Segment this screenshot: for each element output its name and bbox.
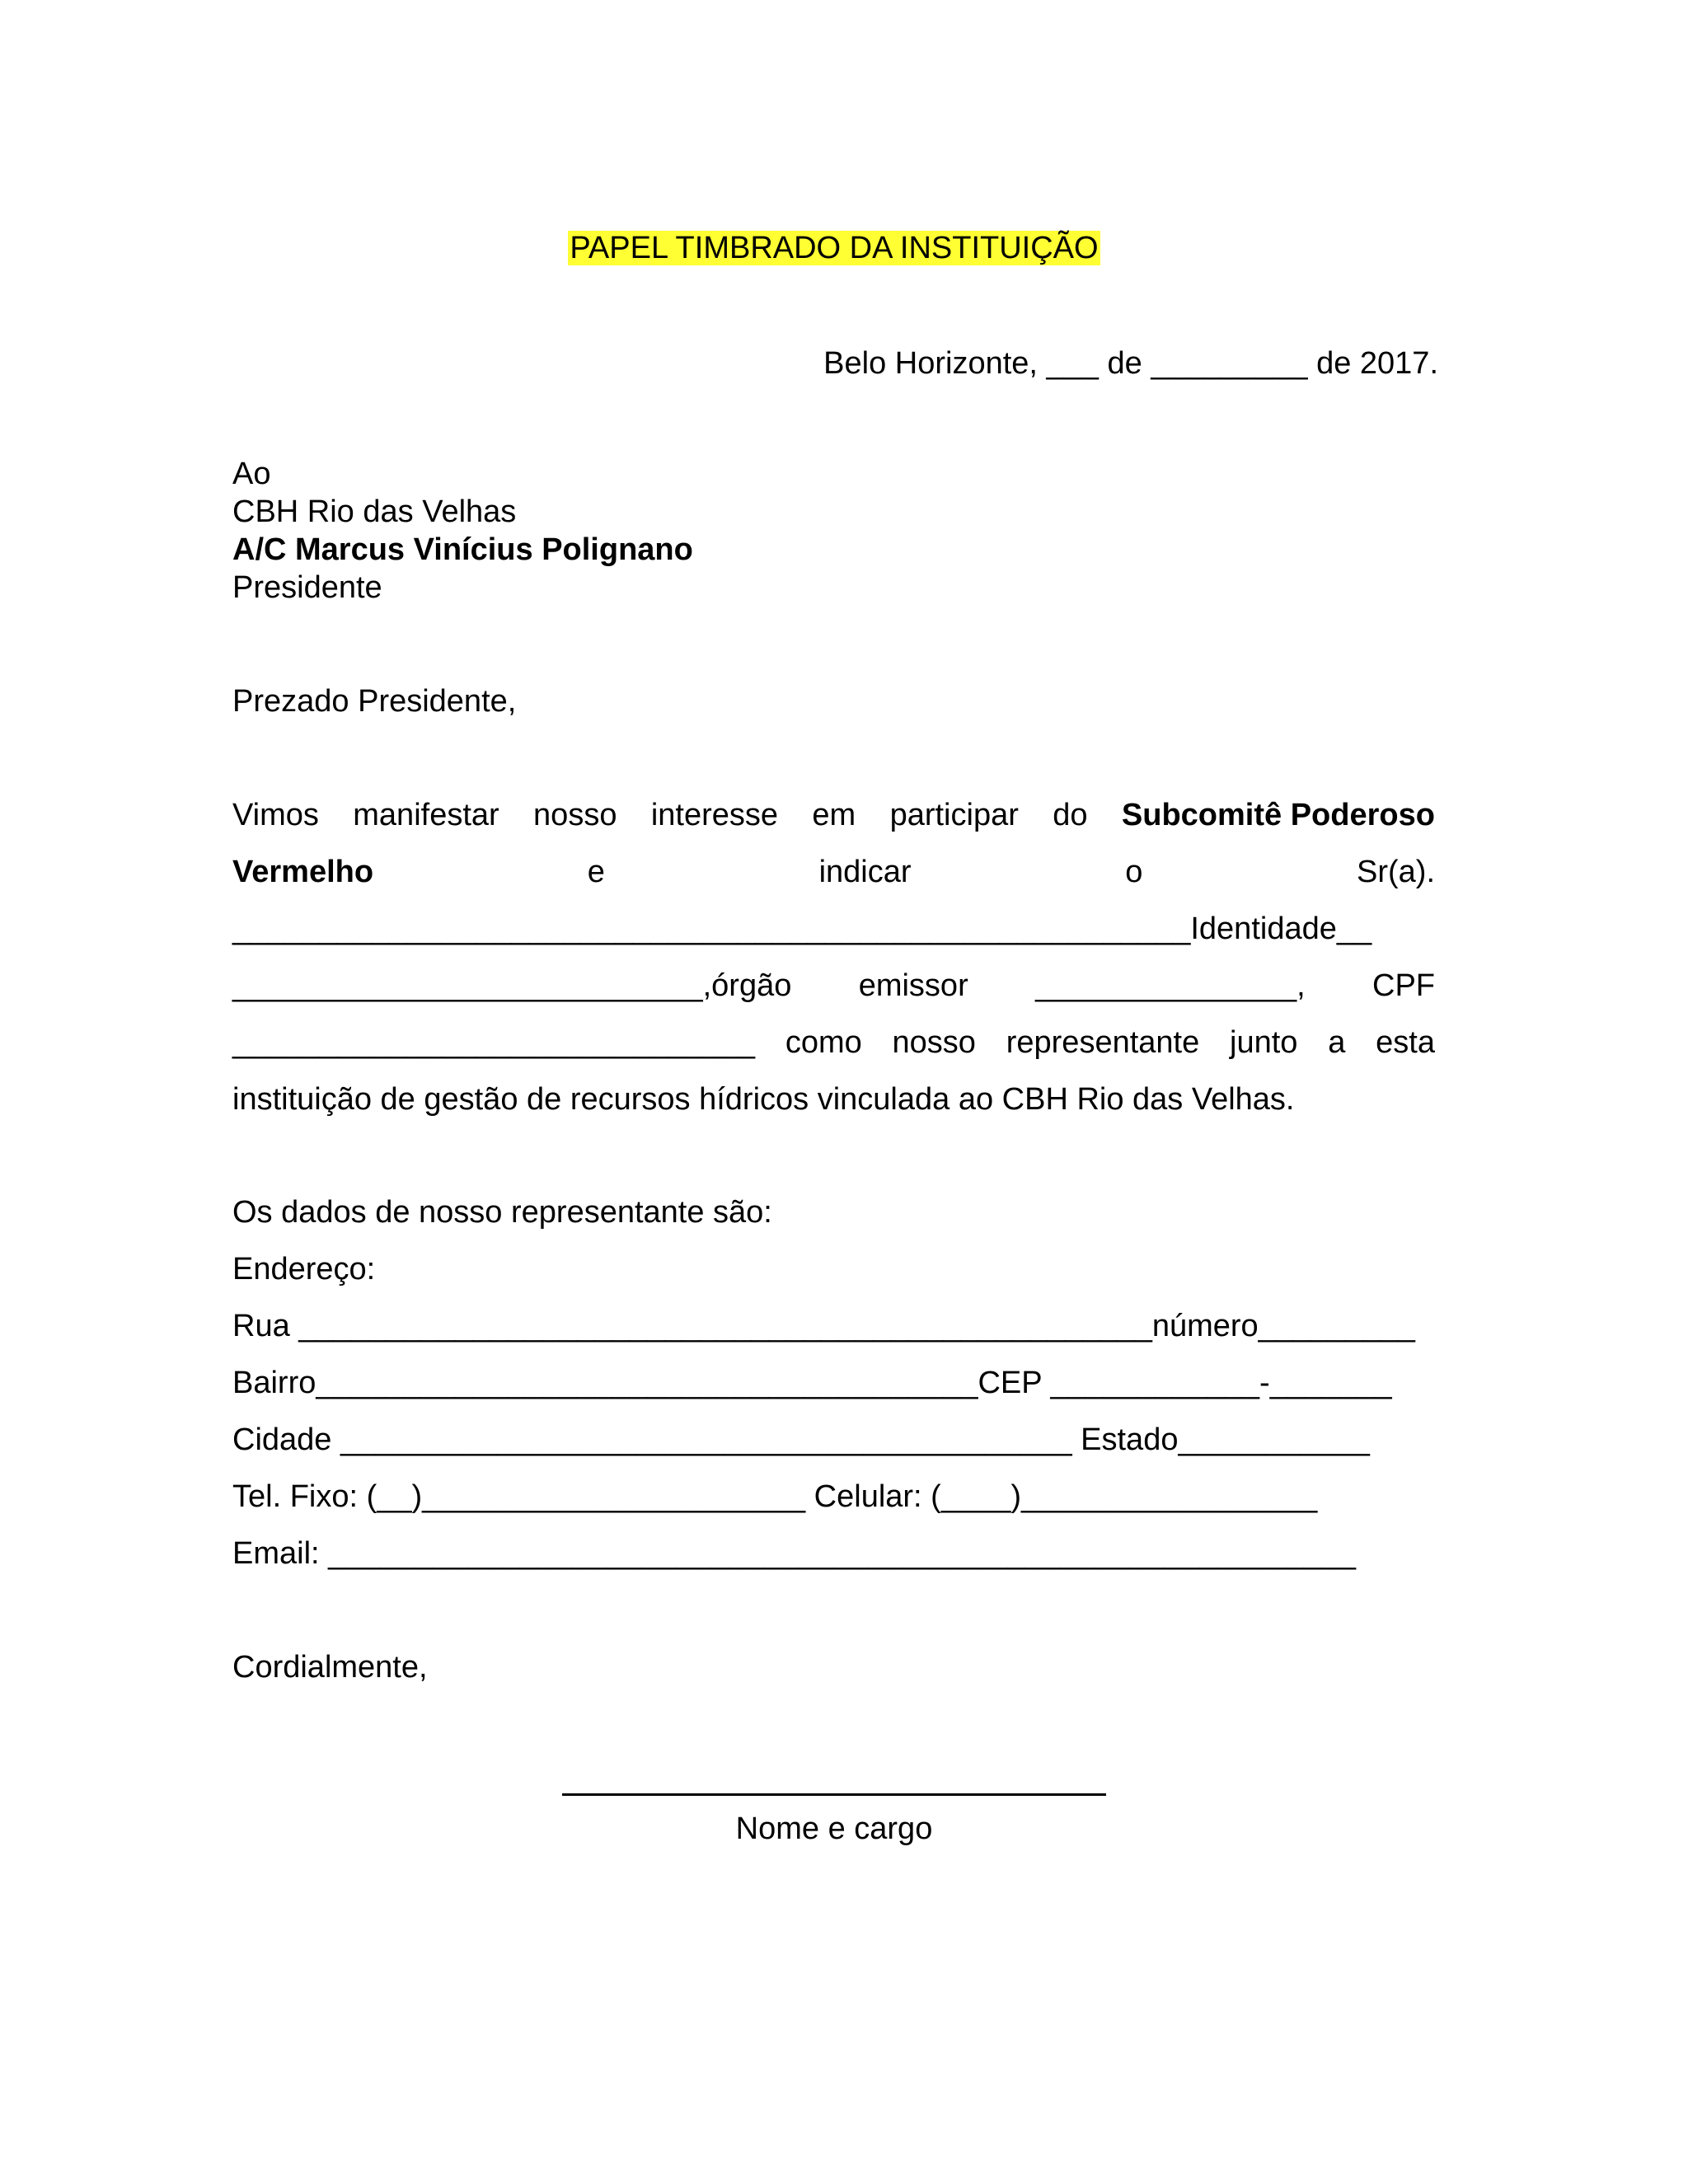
recipient-attn: A/C Marcus Vinícius Polignano <box>232 532 693 567</box>
signature-line <box>562 1793 1106 1796</box>
signature-name-role: Nome e cargo <box>735 1811 933 1846</box>
body-line-5: ______________________________ como nosso representante junto a esta <box>232 1025 1435 1060</box>
recipient-to: Ao <box>232 457 271 491</box>
body-line-6: instituição de gestão de recursos hídricos vinculada ao CBH Rio das Velhas. <box>232 1082 1295 1117</box>
body-line-3: _______________________________________________________Identidade__ <box>232 912 1372 946</box>
street-field: Rua _________________________________________________número_________ <box>232 1309 1415 1343</box>
body-line-2: Vermelho e indicar o Sr(a). <box>232 855 1435 889</box>
address-label: Endereço: <box>232 1252 376 1286</box>
form-intro: Os dados de nosso representante são: <box>232 1195 772 1230</box>
phone-field: Tel. Fixo: (__)______________________ Celular: (____)_________________ <box>232 1479 1318 1514</box>
body-line-1: Vimos manifestar nosso interesse em participar do Subcomitê Poderoso <box>232 798 1435 832</box>
subcommittee-name: Subcomitê Poderoso <box>1121 798 1435 832</box>
salutation: Prezado Presidente, <box>232 684 517 719</box>
closing: Cordialmente, <box>232 1650 428 1685</box>
district-field: Bairro______________________________________CEP ____________-_______ <box>232 1366 1392 1400</box>
city-field: Cidade __________________________________________ Estado___________ <box>232 1422 1370 1457</box>
date-line: Belo Horizonte, ___ de _________ de 2017. <box>823 346 1438 381</box>
body-line-4: ___________________________,órgão emissor _______________, CPF <box>232 968 1435 1003</box>
recipient-role: Presidente <box>232 570 382 605</box>
email-field: Email: ___________________________________________________________ <box>232 1536 1357 1571</box>
letterhead-highlight: PAPEL TIMBRADO DA INSTITUIÇÃO <box>570 231 1099 265</box>
recipient-org: CBH Rio das Velhas <box>232 494 517 529</box>
letterhead-title <box>0 229 1668 267</box>
